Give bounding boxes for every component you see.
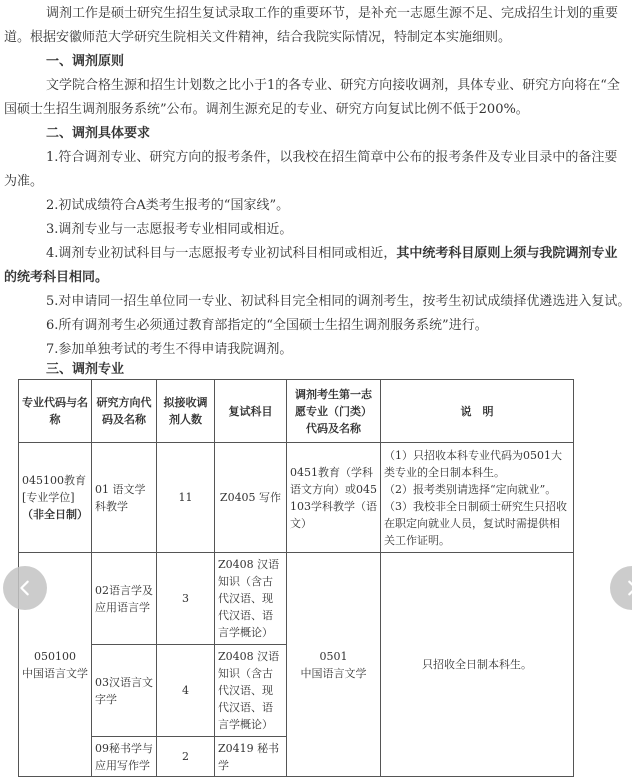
requirement-4-text: 4.调剂专业初试科目与一志愿报考专业初试科目相同或相近， xyxy=(46,246,397,261)
requirement-7: 7.参加单独考试的考生不得申请我院调剂。 xyxy=(46,342,293,357)
row1-notes xyxy=(381,443,574,553)
row2-exam-2: Z0408 汉语知识（含古代汉语、现代汉语、语言学概论） xyxy=(215,645,287,737)
row1-direction: 01 语文学科教学 xyxy=(92,443,157,553)
row2-first-choice: 0501 中国语言文学 xyxy=(287,553,381,777)
row2-direction-3: 09秘书学与应用写作学 xyxy=(92,737,157,777)
row1-first-choice: 0451教育（学科语文方向）或045103学科教学（语文） xyxy=(287,443,381,553)
intro-line-1: 调剂工作是硕士研究生招生复试录取工作的重要环节，是补充一志愿生源不足、完成招生计划的重要 xyxy=(46,6,619,21)
row2-count-2: 4 xyxy=(157,645,215,737)
row1-major-text: 045100教育[专业学位] xyxy=(22,474,86,504)
requirement-1-line-1: 1.符合调剂专业、研究方向的报考条件，以我校在招生简章中公布的报考条件及专业目录中的备注要 xyxy=(46,150,618,165)
requirement-2: 2.初试成绩符合A类考生报考的“国家线”。 xyxy=(46,198,290,213)
row1-major-bold: （非全日制） xyxy=(22,508,88,521)
header-exam: 复试科目 xyxy=(215,380,287,443)
requirement-4-line-1 xyxy=(46,246,617,262)
row1-exam: Z0405 写作 xyxy=(215,443,287,553)
row2-count-3: 2 xyxy=(157,737,215,777)
section-3-heading: 三、调剂专业 xyxy=(46,362,125,377)
row2-count-1: 3 xyxy=(157,553,215,645)
row1-count: 11 xyxy=(157,443,215,553)
section-1-line-1: 文学院合格生源和招生计划数之比小于1的各专业、研究方向接收调剂，具体专业、研究方向将在“全 xyxy=(46,78,620,93)
header-major-code: 专业代码与名称 xyxy=(19,380,92,443)
requirement-1-line-2: 为准。 xyxy=(4,174,44,189)
intro-line-2: 道。根据安徽师范大学研究生院相关文件精神，结合我院实际情况，特制定本实施细则。 xyxy=(4,30,512,45)
prev-page-button[interactable] xyxy=(3,566,47,610)
header-first-choice: 调剂考生第一志愿专业（门类）代码及名称 xyxy=(287,380,381,443)
row2-direction-1: 02语言学及应用语言学 xyxy=(92,553,157,645)
section-1-heading: 一、调剂原则 xyxy=(46,54,125,69)
row2-note: 只招收全日制本科生。 xyxy=(381,553,574,777)
requirement-6: 6.所有调剂考生必须通过教育部指定的“全国硕士生招生调剂服务系统”进行。 xyxy=(46,318,488,333)
table-row xyxy=(19,443,574,553)
header-notes: 说 明 xyxy=(381,380,574,443)
row1-note-2: （2）报考类别请选择“定向就业”。 xyxy=(384,482,557,496)
adjustment-table xyxy=(18,379,574,777)
header-direction: 研究方向代码及名称 xyxy=(92,380,157,443)
requirement-3: 3.调剂专业与一志愿报考专业相同或相近。 xyxy=(46,222,293,237)
section-1-line-2: 国硕士生招生调剂服务系统”公布。调剂生源充足的专业、研究方向复试比例不低于200%。 xyxy=(4,102,529,117)
row1-major xyxy=(19,443,92,553)
section-2-heading: 二、调剂具体要求 xyxy=(46,126,151,141)
row2-exam-3: Z0419 秘书学 xyxy=(215,737,287,777)
row2-major: 050100 中国语言文学 xyxy=(19,553,92,777)
row2-exam-1: Z0408 汉语知识（含古代汉语、现代汉语、语言学概论） xyxy=(215,553,287,645)
requirement-5: 5.对申请同一招生单位同一专业、初试科目完全相同的调剂考生，按考生初试成绩择优遴选进入复试。 xyxy=(46,294,631,309)
next-page-button[interactable] xyxy=(610,566,632,610)
row2-direction-2: 03汉语言文字学 xyxy=(92,645,157,737)
requirement-4-bold: 其中统考科目原则上须与我院调剂专业 xyxy=(396,246,618,261)
chevron-right-icon xyxy=(623,579,632,597)
chevron-left-icon xyxy=(16,579,34,597)
row1-note-3: （3）我校非全日制硕士研究生只招收在职定向就业人员，复试时需提供相关工作证明。 xyxy=(384,499,567,547)
header-count: 拟接收调剂人数 xyxy=(157,380,215,443)
requirement-4-line-2: 的统考科目相同。 xyxy=(4,270,109,285)
table-row xyxy=(19,553,574,645)
table-header-row xyxy=(19,380,574,443)
row1-note-1: （1）只招收本科专业代码为0501大类专业的全日制本科生。 xyxy=(384,448,562,479)
